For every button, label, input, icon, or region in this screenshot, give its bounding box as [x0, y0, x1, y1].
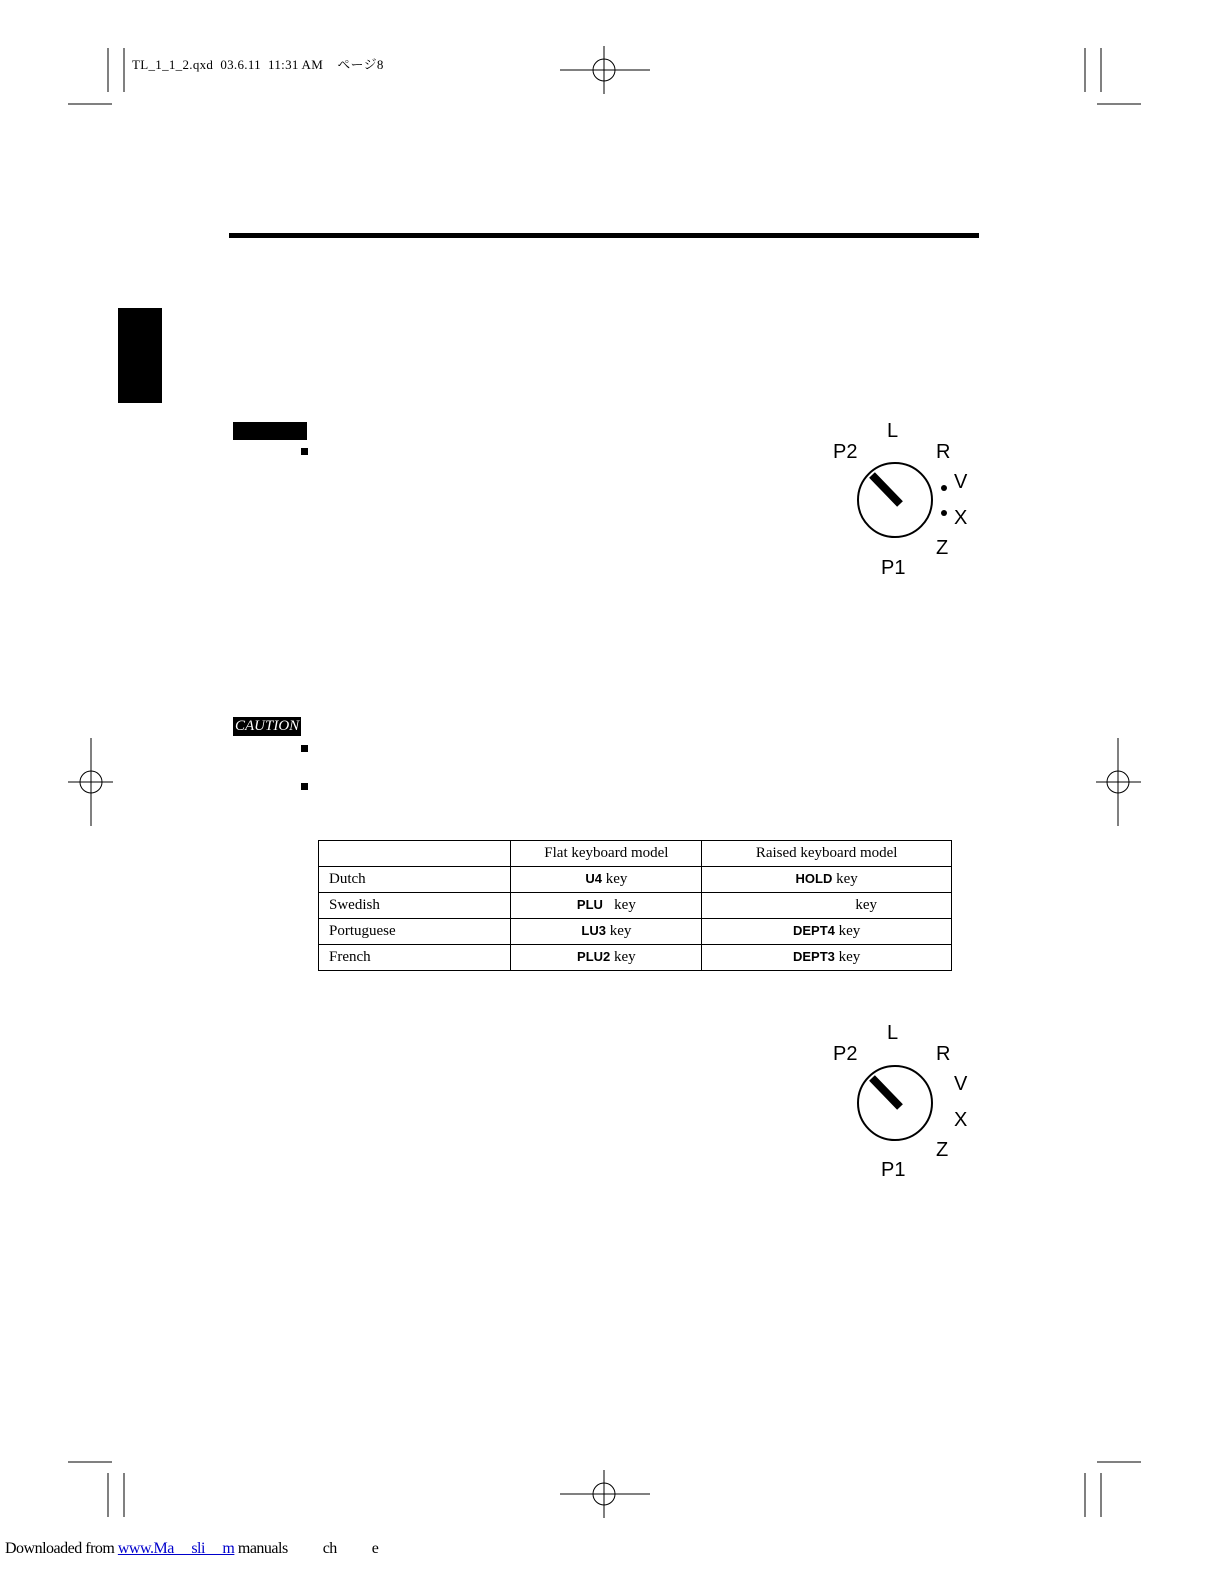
- bullet: [301, 745, 308, 752]
- key-suffix: key: [614, 949, 636, 965]
- key-suffix: key: [609, 923, 632, 939]
- raised-key-cell: [702, 893, 952, 919]
- position-z: Z: [936, 537, 949, 559]
- table-row: [319, 893, 952, 919]
- key-suffix: key: [836, 871, 858, 887]
- raised-key-cell: [702, 867, 952, 893]
- table-header-row: [319, 841, 952, 867]
- flat-key-cell: [511, 945, 702, 971]
- language-cell: Swedish: [319, 893, 511, 919]
- position-v: V: [954, 1073, 968, 1095]
- language-cell: French: [319, 945, 511, 971]
- position-x: X: [954, 507, 968, 529]
- position-p2: P2: [833, 1043, 858, 1065]
- caution-label: CAUTION: [235, 718, 300, 734]
- mode-switch-diagram: [820, 418, 990, 588]
- key-name: U4: [585, 871, 602, 886]
- redacted-label-box: [233, 422, 307, 440]
- table-row: [319, 945, 952, 971]
- table-header-cell: [319, 841, 511, 867]
- language-cell: Dutch: [319, 867, 511, 893]
- key-name: DEPT3: [792, 949, 835, 964]
- raised-key-cell: [702, 919, 952, 945]
- key-suffix: key: [855, 897, 877, 913]
- language-cell: Portuguese: [319, 919, 511, 945]
- position-r: R: [936, 441, 951, 463]
- key-name: PLU: [576, 897, 603, 912]
- mode-switch-diagram: [820, 1020, 990, 1190]
- raised-key-cell: [702, 945, 952, 971]
- position-v: V: [954, 471, 968, 493]
- keyboard-key-table: [318, 840, 952, 971]
- flat-key-cell: [511, 893, 702, 919]
- footer-suffix: manuals ch e: [234, 1540, 379, 1557]
- table-row: [319, 867, 952, 893]
- key-name: HOLD: [795, 871, 833, 886]
- section-rule: [229, 233, 979, 238]
- key-name: PLU2: [577, 949, 611, 964]
- flat-key-cell: [511, 867, 702, 893]
- download-footer: [5, 1540, 378, 1558]
- position-x: X: [954, 1109, 968, 1131]
- position-p1: P1: [881, 557, 906, 579]
- bullet: [301, 448, 308, 455]
- table-header-cell: Raised keyboard model: [702, 841, 952, 867]
- key-suffix: key: [605, 871, 628, 887]
- position-l: L: [887, 1022, 899, 1044]
- key-suffix: key: [838, 923, 861, 939]
- flat-key-cell: [511, 919, 702, 945]
- footer-prefix: Downloaded from: [5, 1540, 118, 1557]
- position-p1: P1: [881, 1159, 906, 1181]
- position-l: L: [887, 420, 899, 442]
- key-suffix: key: [614, 897, 636, 913]
- key-name: LU3: [581, 923, 606, 938]
- position-r: R: [936, 1043, 951, 1065]
- position-z: Z: [936, 1139, 949, 1161]
- position-p2: P2: [833, 441, 858, 463]
- table-header-cell: Flat keyboard model: [511, 841, 702, 867]
- footer-link[interactable]: www.Ma sli m: [117, 1540, 235, 1557]
- section-tab-marker: [118, 308, 162, 403]
- bullet: [301, 783, 308, 790]
- key-suffix: key: [838, 949, 861, 965]
- key-name: DEPT4: [792, 923, 835, 938]
- file-slug: TL_1_1_2.qxd 03.6.11 11:31 AM ページ8: [132, 57, 384, 72]
- table-row: [319, 919, 952, 945]
